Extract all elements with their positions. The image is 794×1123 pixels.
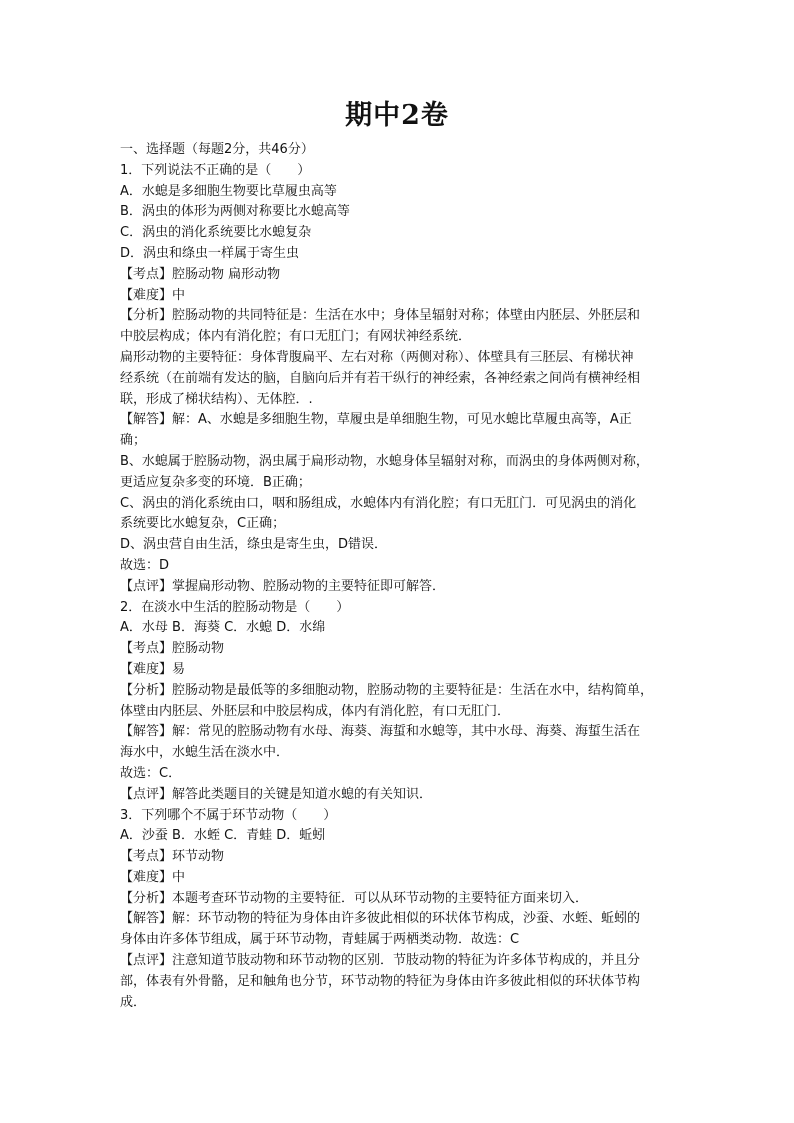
- question-stem: 2．在淡水中生活的腔肠动物是（ ）: [120, 599, 350, 615]
- difficulty: 【难度】易: [120, 661, 186, 677]
- difficulty: 【难度】中: [120, 869, 186, 885]
- question-option: C．涡虫的消化系统要比水螅复杂: [120, 225, 312, 241]
- answer-line: D、涡虫营自由生活，绦虫是寄生虫，D错误．: [120, 537, 388, 553]
- question-option: A．沙蚕 B．水蛭 C．青蛙 D．蚯蚓: [120, 828, 326, 844]
- comment-line: 【点评】掌握扁形动物、腔肠动物的主要特征即可解答．: [120, 578, 446, 594]
- comment-line: 成．: [120, 994, 147, 1010]
- analysis-line: 中胶层构成；体内有消化腔；有口无肛门；有网状神经系统．: [120, 329, 472, 345]
- analysis-line: 【分析】腔肠动物是最低等的多细胞动物，腔肠动物的主要特征是：生活在水中，结构简单，: [120, 682, 654, 698]
- answer-line: 更适应复杂多变的环境．B正确；: [120, 474, 311, 490]
- answer-line: B、水螅属于腔肠动物，涡虫属于扁形动物，水螅身体呈辐射对称，而涡虫的身体两侧对称，: [120, 453, 649, 469]
- page-title: 期中2卷: [345, 100, 449, 131]
- exam-point: 【考点】环节动物: [120, 849, 225, 865]
- comment-line: 【点评】解答此类题目的关键是知道水螅的有关知识．: [120, 786, 433, 802]
- exam-content: [120, 140, 680, 1013]
- question-option: D．涡虫和绦虫一样属于寄生虫: [120, 245, 300, 261]
- answer-line: 身体由许多体节组成，属于环节动物，青蛙属于两栖类动物．故选：C: [120, 932, 520, 948]
- comment-line: 部，体表有外骨骼，足和触角也分节，环节动物的特征为身体由许多彼此相似的环状体节构: [120, 973, 641, 989]
- comment-line: 【点评】注意知道节肢动物和环节动物的区别．节肢动物的特征为许多体节构成的，并且分: [120, 953, 641, 969]
- analysis-line: 体壁由内胚层、外胚层和中胶层构成，体内有消化腔，有口无肛门．: [120, 703, 511, 719]
- analysis-line: 【分析】本题考查环节动物的主要特征．可以从环节动物的主要特征方面来切入．: [120, 890, 589, 906]
- analysis-line: 联，形成了梯状结构）、无体腔．.: [120, 391, 313, 407]
- question-option: A．水母 B．海葵 C．水螅 D．水绵: [120, 620, 326, 636]
- analysis-line: 扁形动物的主要特征：身体背腹扁平、左右对称（两侧对称）、体壁具有三胚层、有梯状神: [120, 349, 634, 365]
- question-stem: 1．下列说法不正确的是（ ）: [120, 162, 311, 178]
- answer-line: C、涡虫的消化系统由口，咽和肠组成，水螅体内有消化腔；有口无肛门．可见涡虫的消化: [120, 495, 637, 511]
- answer-line: 【解答】解：环节动物的特征为身体由许多彼此相似的环状体节构成，沙蚕、水蛭、蚯蚓的: [120, 911, 641, 927]
- exam-point: 【考点】腔肠动物: [120, 641, 225, 657]
- difficulty: 【难度】中: [120, 287, 186, 303]
- answer-line: 系统要比水螅复杂，C正确；: [120, 516, 286, 532]
- answer-line: 确；: [120, 433, 147, 449]
- answer-line: 【解答】解：常见的腔肠动物有水母、海葵、海蜇和水螅等，其中水母、海葵、海蜇生活在: [120, 724, 641, 740]
- answer-line: 海水中，水螅生活在淡水中．: [120, 745, 290, 761]
- question-option: A．水螅是多细胞生物要比草履虫高等: [120, 183, 337, 199]
- question-option: B．涡虫的体形为两侧对称要比水螅高等: [120, 204, 350, 220]
- answer-line: 故选：C．: [120, 765, 182, 781]
- exam-point: 【考点】腔肠动物 扁形动物: [120, 266, 281, 282]
- analysis-line: 【分析】腔肠动物的共同特征是：生活在水中；身体呈辐射对称；体壁由内胚层、外胚层和: [120, 308, 641, 324]
- question-stem: 3．下列哪个不属于环节动物（ ）: [120, 807, 337, 823]
- section-heading: 一、选择题（每题2分，共46分）: [120, 142, 314, 157]
- answer-line: 故选：D: [120, 557, 170, 573]
- answer-line: 【解答】解：A、水螅是多细胞生物，草履虫是单细胞生物，可见水螅比草履虫高等，A正: [120, 412, 632, 428]
- analysis-line: 经系统（在前端有发达的脑，自脑向后并有若干纵行的神经索，各神经索之间尚有横神经相: [120, 370, 641, 386]
